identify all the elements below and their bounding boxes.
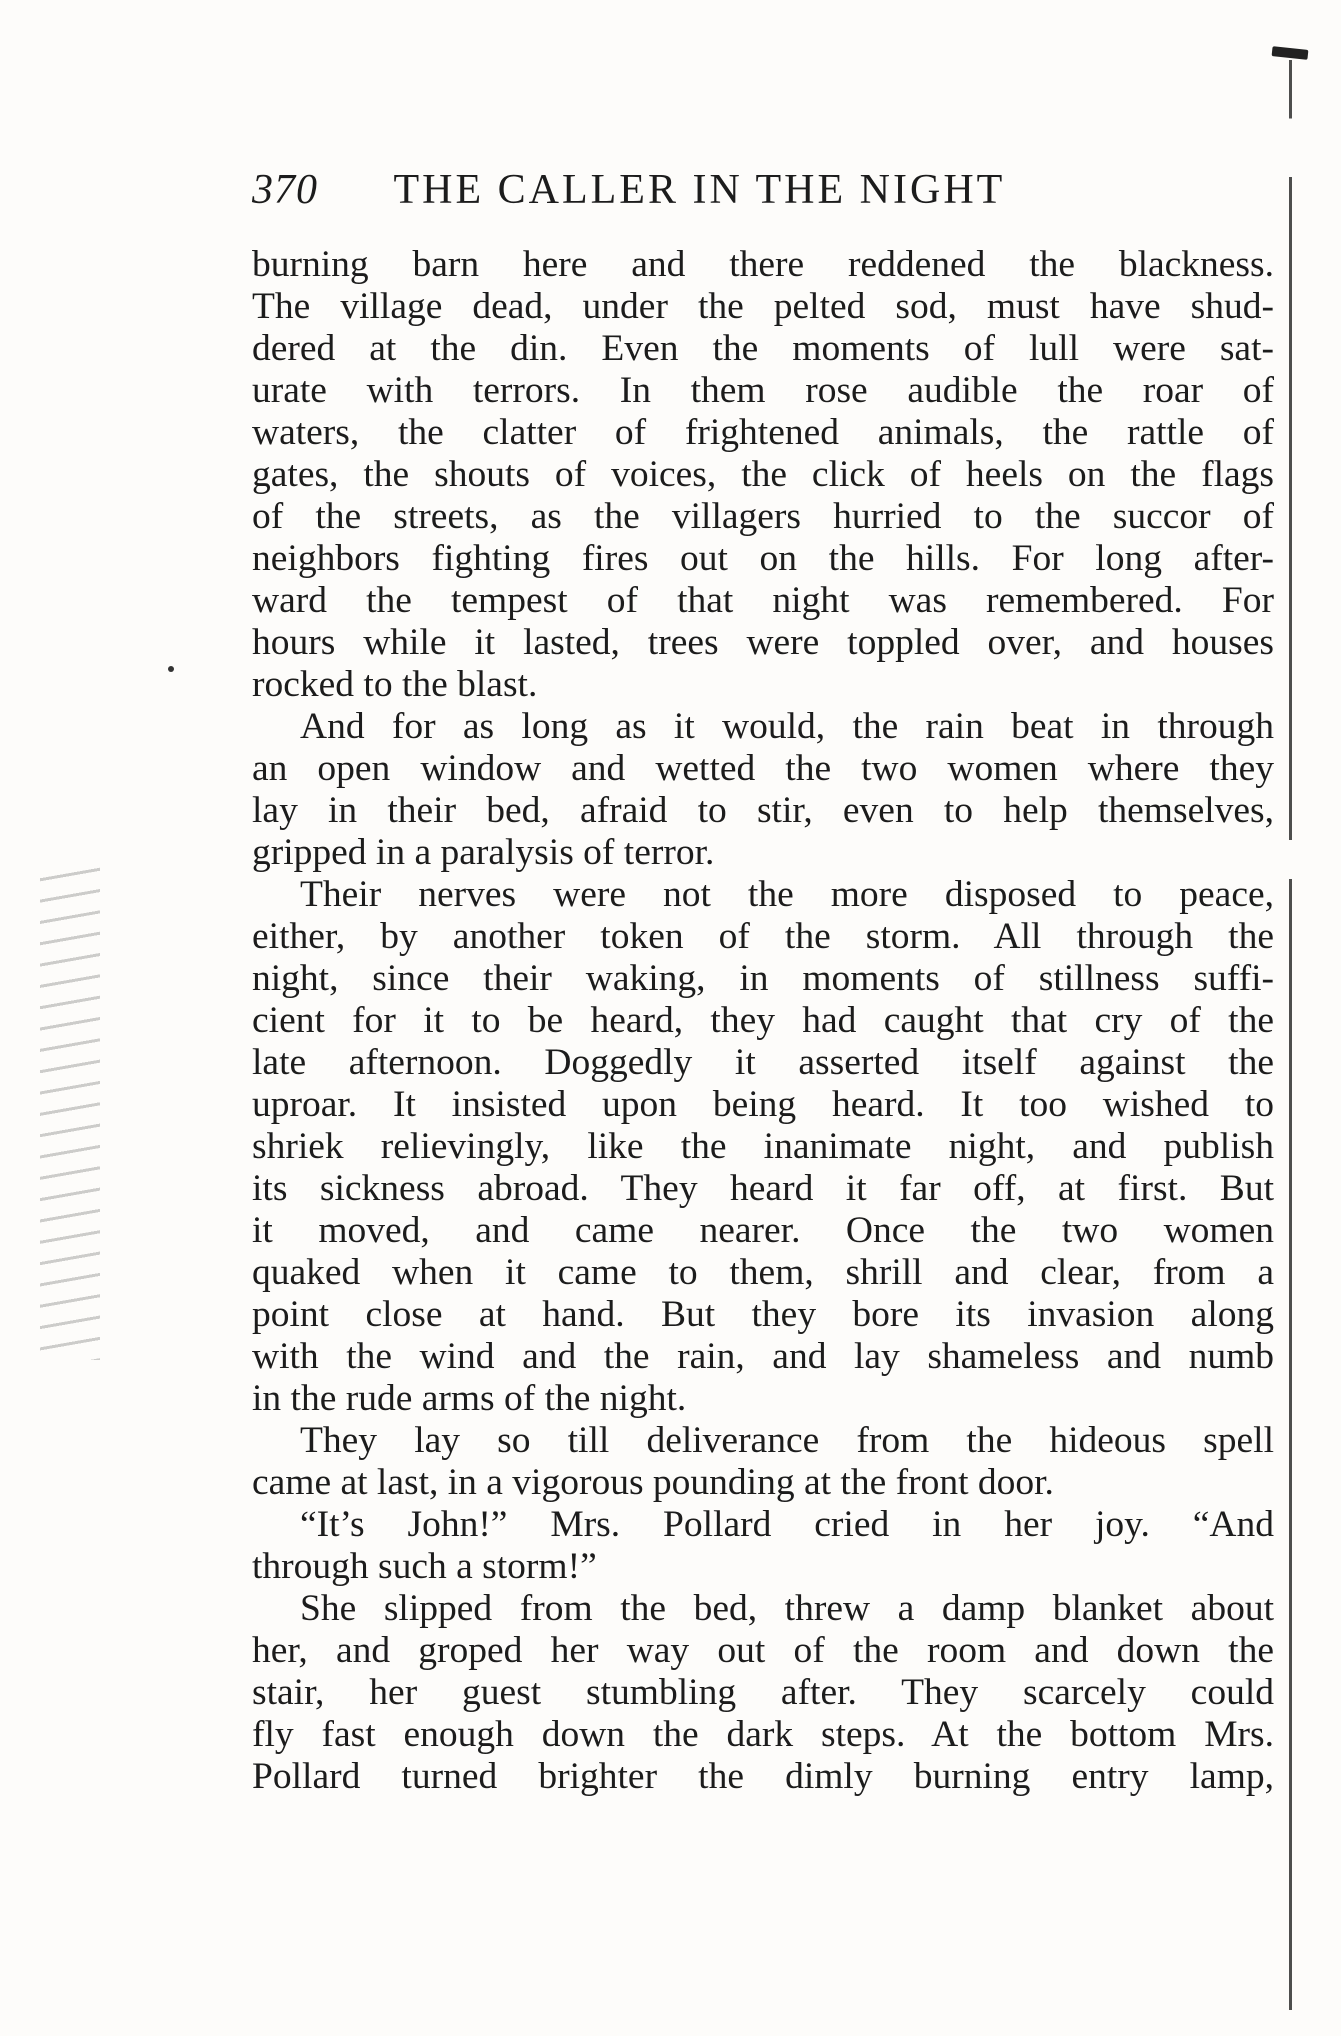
page-number: 370: [252, 167, 318, 213]
text-line: point close at hand. But they bore its invasion along: [252, 1294, 1274, 1335]
text-line: late afternoon. Doggedly it asserted itself against the: [252, 1042, 1274, 1083]
text-line: its sickness abroad. They heard it far off, at first. But: [252, 1168, 1274, 1209]
text-line: hours while it lasted, trees were toppled over, and houses: [252, 622, 1274, 663]
text-line: uproar. It insisted upon being heard. It too wished to: [252, 1084, 1274, 1125]
page-header: [252, 166, 1112, 214]
text-line: Their nerves were not the more disposed to peace,: [300, 874, 1274, 915]
ink-speck: [168, 666, 174, 672]
text-line: either, by another token of the storm. All through the: [252, 916, 1274, 957]
text-line: night, since their waking, in moments of stillness suffi-: [252, 958, 1274, 999]
text-line: burning barn here and there reddened the blackness.: [252, 244, 1274, 285]
text-line: “It’s John!” Mrs. Pollard cried in her joy. “And: [300, 1504, 1274, 1545]
text-line: through such a storm!”: [252, 1546, 597, 1587]
text-line: it moved, and came nearer. Once the two women: [252, 1210, 1274, 1251]
text-line: cient for it to be heard, they had caught that cry of the: [252, 1000, 1274, 1041]
text-line: gripped in a paralysis of terror.: [252, 832, 715, 873]
text-line: urate with terrors. In them rose audible the roar of: [252, 370, 1274, 411]
text-line: neighbors fighting fires out on the hills. For long after-: [252, 538, 1274, 579]
text-line: quaked when it came to them, shrill and clear, from a: [252, 1252, 1274, 1293]
text-line: And for as long as it would, the rain beat in through: [300, 706, 1274, 747]
text-line: an open window and wetted the two women where they: [252, 748, 1274, 789]
body-text: [252, 244, 1274, 1798]
text-line: shriek relievingly, like the inanimate night, and publish: [252, 1126, 1274, 1167]
text-line: ward the tempest of that night was remembered. For: [252, 580, 1274, 621]
text-line: They lay so till deliverance from the hideous spell: [300, 1420, 1274, 1461]
text-line: lay in their bed, afraid to stir, even to help themselves,: [252, 790, 1274, 831]
text-line: her, and groped her way out of the room and down the: [252, 1630, 1274, 1671]
text-line: stair, her guest stumbling after. They scarcely could: [252, 1672, 1274, 1713]
bleed-through-marks: [40, 860, 100, 1360]
text-line: fly fast enough down the dark steps. At the bottom Mrs.: [252, 1714, 1274, 1755]
text-line: She slipped from the bed, threw a damp blanket about: [300, 1588, 1274, 1629]
text-line: gates, the shouts of voices, the click of heels on the flags: [252, 454, 1274, 495]
text-line: waters, the clatter of frightened animals, the rattle of: [252, 412, 1274, 453]
text-line: in the rude arms of the night.: [252, 1378, 687, 1419]
text-line: of the streets, as the villagers hurried to the succor of: [252, 496, 1274, 537]
text-line: with the wind and the rain, and lay shameless and numb: [252, 1336, 1274, 1377]
text-line: dered at the din. Even the moments of lull were sat-: [252, 328, 1274, 369]
text-line: Pollard turned brighter the dimly burning entry lamp,: [252, 1756, 1274, 1797]
margin-rule-cap: [1272, 46, 1309, 60]
text-line: came at last, in a vigorous pounding at the front door.: [252, 1462, 1054, 1503]
right-margin-rule: [1289, 60, 1292, 2010]
text-line: rocked to the blast.: [252, 664, 538, 705]
text-line: The village dead, under the pelted sod, must have shud-: [252, 286, 1274, 327]
running-title: THE CALLER IN THE NIGHT: [393, 167, 1006, 213]
